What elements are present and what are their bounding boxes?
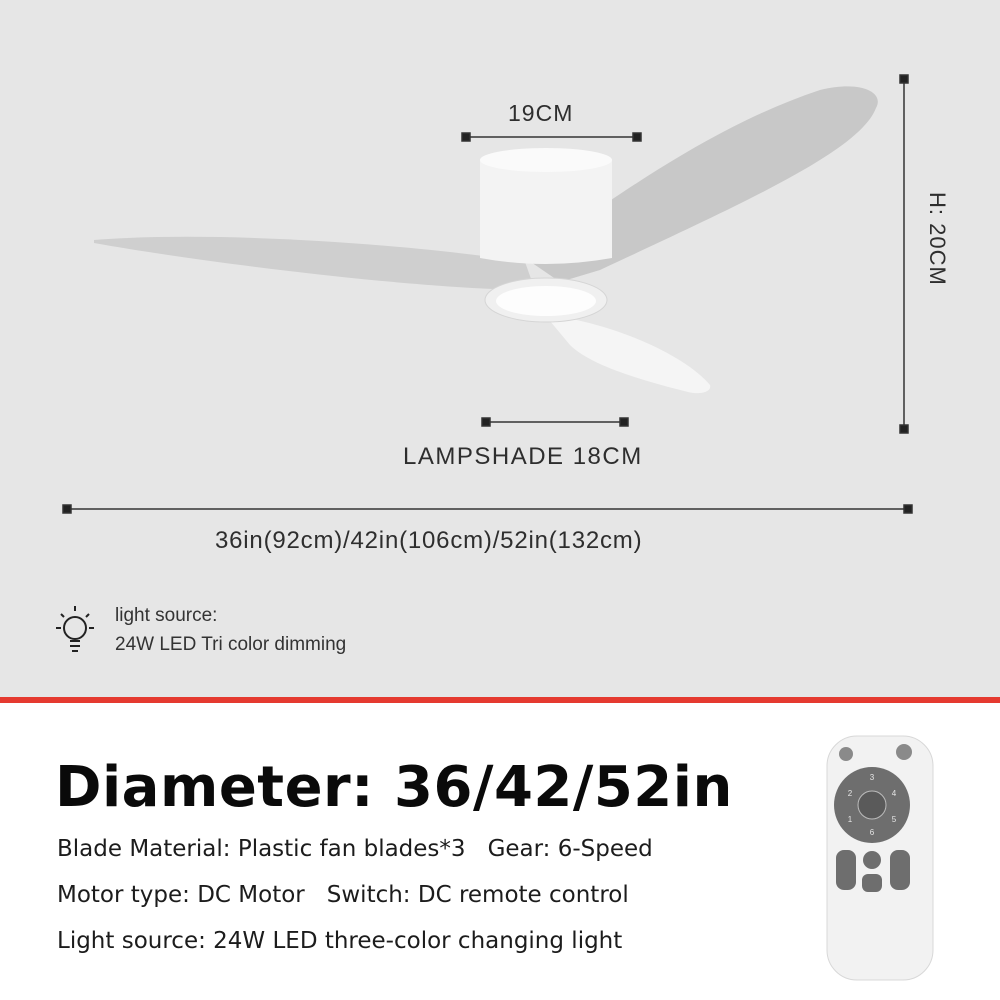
spec-row-1 bbox=[57, 836, 653, 862]
motor-width-label: 19CM bbox=[508, 100, 574, 126]
speed-key-6: 6 bbox=[869, 828, 875, 837]
switch-spec: Switch: DC remote control bbox=[326, 882, 629, 908]
speed-key-4: 4 bbox=[891, 789, 897, 798]
height-label: H: 20CM bbox=[925, 192, 950, 286]
fan-motor bbox=[480, 148, 612, 322]
speed-key-5: 5 bbox=[891, 815, 897, 824]
light-source-value: 24W LED Tri color dimming bbox=[115, 634, 347, 655]
remote-control-icon bbox=[827, 736, 933, 980]
spec-row-2 bbox=[57, 882, 629, 908]
diameter-options-label: 36in(92cm)/42in(106cm)/52in(132cm) bbox=[215, 527, 643, 554]
diameter-headline: Diameter: 36/42/52in bbox=[55, 755, 733, 820]
motor-type-spec: Motor type: DC Motor bbox=[57, 882, 305, 908]
lightbulb-icon bbox=[56, 606, 94, 651]
speed-key-1: 1 bbox=[847, 815, 853, 824]
light-source-spec: Light source: 24W LED three-color changing light bbox=[57, 928, 623, 954]
spec-row-3 bbox=[57, 928, 622, 954]
lampshade-label: LAMPSHADE 18CM bbox=[403, 443, 643, 470]
speed-key-2: 2 bbox=[847, 789, 853, 798]
speed-key-3: 3 bbox=[869, 773, 875, 782]
gear-spec: Gear: 6-Speed bbox=[487, 836, 653, 862]
blade-material-spec: Blade Material: Plastic fan blades*3 bbox=[57, 836, 466, 862]
light-source-label: light source: bbox=[115, 605, 218, 626]
